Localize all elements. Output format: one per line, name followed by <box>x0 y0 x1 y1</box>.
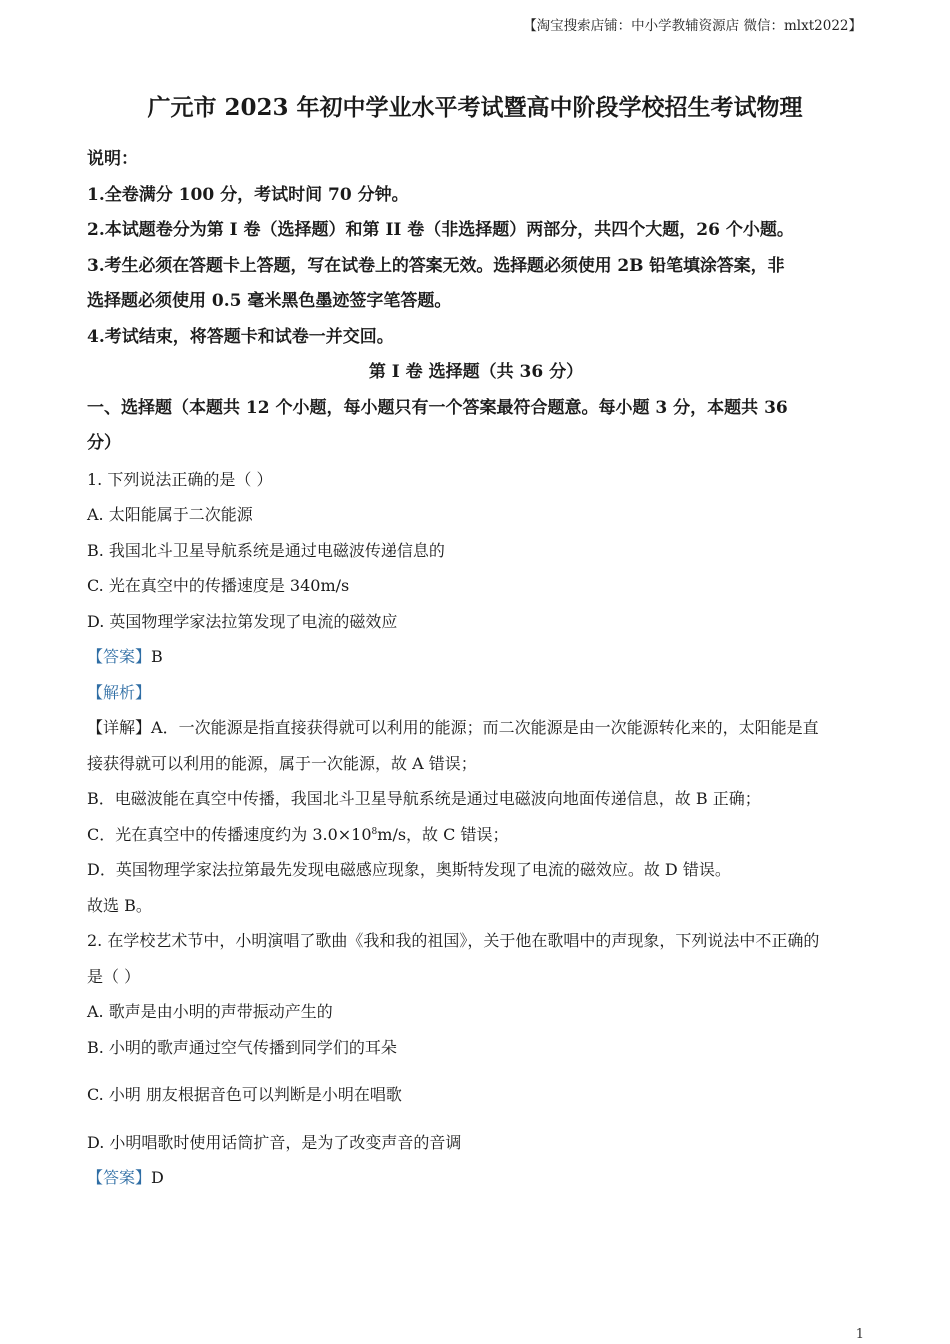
question-1-detail-a-line-1 <box>87 710 865 746</box>
page-title: 广元市 2023 年初中学业水平考试暨高中阶段学校招生考试物理 <box>147 94 803 121</box>
instruction-item-3-line-2: 选择题必须使用 0.5 毫米黑色墨迹签字笔答题。 <box>87 291 452 311</box>
instruction-item-4: 4.考试结束，将答题卡和试卷一并交回。 <box>87 326 394 347</box>
instruction-item-1: 1.全卷满分 100 分，考试时间 70 分钟。 <box>87 184 409 205</box>
detail-tag: 【详解】 <box>87 718 152 737</box>
section-1-heading-line-1: 一、选择题（本题共 12 个小题，每小题只有一个答案最符合题意。每小题 3 分，本题共 36 <box>87 397 788 418</box>
question-2-option-a: A. 歌声是由小明的声带振动产生的 <box>87 1002 333 1021</box>
instructions-heading: 说明： <box>87 149 138 169</box>
section-1-heading-line-2: 分） <box>87 433 121 453</box>
detail-a-text: A．一次能源是指直接获得就可以利用的能源；而二次能源是由一次能源转化来的，太阳能是直 <box>151 718 819 737</box>
question-1-analysis-tag: 【解析】 <box>87 682 152 702</box>
answer-value: D <box>151 1168 164 1187</box>
question-1-answer <box>87 639 865 675</box>
answer-tag: 【答案】 <box>87 647 152 666</box>
question-1-detail-d: D．英国物理学家法拉第最先发现电磁感应现象，奥斯特发现了电流的磁效应。故 D 错误。 <box>87 860 731 879</box>
instruction-item-2: 2.本试题卷分为第 I 卷（选择题）和第 II 卷（非选择题）两部分，共四个大题，26 个小题。 <box>87 220 794 240</box>
question-2-option-b: B. 小明的歌声通过空气传播到同学们的耳朵 <box>87 1037 397 1057</box>
question-1-detail-b: B．电磁波能在真空中传播，我国北斗卫星导航系统是通过电磁波向地面传递信息，故 B 正确； <box>87 789 761 808</box>
header-note: 【淘宝搜索店铺：中小学教辅资源店 微信：mlxt2022】 <box>523 18 862 34</box>
question-1-detail-c <box>87 817 865 853</box>
question-1-option-b: B. 我国北斗卫星导航系统是通过电磁波传递信息的 <box>87 540 445 560</box>
detail-c-prefix: C．光在真空中的传播速度约为 3.0×10 <box>87 824 372 844</box>
instruction-item-3-line-1: 3.考生必须在答题卡上答题，写在试卷上的答案无效。选择题必须使用 2B 铅笔填涂答案，非 <box>87 255 785 276</box>
question-2-stem-line-2: 是（ ） <box>87 966 141 986</box>
question-1-stem: 1. 下列说法正确的是（ ） <box>87 469 273 489</box>
question-1-option-a: A. 太阳能属于二次能源 <box>87 505 253 524</box>
question-2-answer <box>87 1160 865 1196</box>
detail-c-suffix: m/s，故 C 错误； <box>377 824 509 844</box>
question-2-option-c: C. 小明 朋友根据音色可以判断是小明在唱歌 <box>87 1085 402 1104</box>
question-2-stem-line-1: 2. 在学校艺术节中，小明演唱了歌曲《我和我的祖国》，关于他在歌唱中的声现象，下列说法中不正确的 <box>87 931 820 950</box>
answer-value: B <box>151 647 163 666</box>
answer-tag: 【答案】 <box>87 1168 152 1187</box>
part-1-title: 第 I 卷 选择题（共 36 分） <box>368 362 584 382</box>
question-1-detail-a-line-2: 接获得就可以利用的能源，属于一次能源，故 A 错误； <box>87 753 477 773</box>
page-number: 1 <box>855 1327 864 1342</box>
question-1-option-d: D. 英国物理学家法拉第发现了电流的磁效应 <box>87 611 398 631</box>
document-body <box>87 142 865 1196</box>
question-2-option-d: D. 小明唱歌时使用话筒扩音，是为了改变声音的音调 <box>87 1132 462 1152</box>
detail-c-exponent: 8 <box>371 826 378 837</box>
question-1-option-c: C. 光在真空中的传播速度是 340m/s <box>87 576 350 595</box>
question-1-conclusion: 故选 B。 <box>87 895 152 915</box>
